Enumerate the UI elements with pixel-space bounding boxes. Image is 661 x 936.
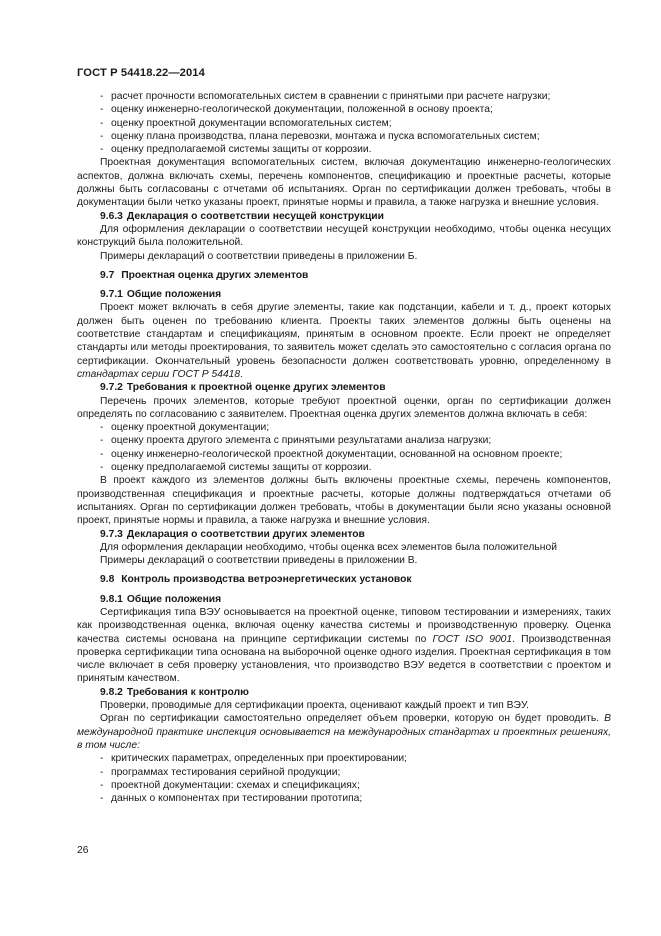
list-item: - оценку плана производства, плана перевозки, монтажа и пуска вспомогательных систем;: [100, 130, 540, 142]
paragraph: Проектная документация вспомогательных систем, включая документацию инженерно-геологических аспектов, должна включать схемы, перечень компонентов, спецификацию и проектные расчеты, которые должны быть согласованы с отчетами об испытаниях. Орган по сертификации должен требовать, чтобы в документации были четко указаны проект, принятые нормы и правила, а также нагрузка и внешние условия.: [77, 157, 611, 209]
list-item: - программах тестирования серийной продукции;: [100, 766, 341, 778]
list-item: - расчет прочности вспомогательных систем в сравнении с принятыми при расчете нагрузки;: [100, 91, 551, 102]
paragraph: Сертификация типа ВЭУ основывается на проектной оценке, типовом тестировании и измерениях, таких как производственная оценка, включая оценку качества системы и производственную проверку. Оценка качества системы основана на принципе сертификации системы по ГОСТ ISO 9001. Производственная проверка сертификации типа основана на выборочной оценке одного изделия. Проектная сертификация в том числе включает в себя проверку установления, что производство ВЭУ ведется в соответствии с проектом и принятым качеством.: [77, 606, 611, 685]
list-item: - проектной документации: схемах и спецификациях;: [100, 779, 360, 791]
section-heading-9-6-3: 9.6.3 Декларация о соответствии несущей конструкции: [100, 210, 384, 222]
section-heading-9-7-2: 9.7.2 Требования к проектной оценке других элементов: [100, 382, 386, 394]
paragraph: Для оформления декларации о соответствии несущей конструкции необходимо, чтобы оценка несущих конструкций была положительной.: [77, 223, 611, 249]
document-body: [77, 90, 611, 805]
list-item: - критических параметрах, определенных при проектировании;: [100, 753, 407, 765]
section-heading-9-7: 9.7 Проектная оценка других элементов: [100, 269, 309, 281]
list-item: - оценку предполагаемой системы защиты от коррозии.: [100, 144, 372, 156]
list-item: - оценку инженерно-геологической проектной документации, основанной на основном проекте;: [100, 448, 563, 460]
list-item: - оценку проектной документации вспомогательных систем;: [100, 117, 392, 129]
section-heading-9-8: 9.8 Контроль производства ветроэнергетических установок: [100, 574, 412, 586]
section-heading-9-7-3: 9.7.3 Декларация о соответствии других элементов: [100, 528, 365, 540]
paragraph: Проверки, проводимые для сертификации проекта, оценивают каждый проект и тип ВЭУ.: [100, 700, 529, 712]
section-heading-9-7-1: 9.7.1 Общие положения: [100, 289, 222, 301]
paragraph: Перечень прочих элементов, которые требуют проектной оценки, орган по сертификации должен определять по согласованию с заявителем. Проектная оценка других элементов должна включать в себя:: [77, 395, 611, 420]
list-item: - оценку предполагаемой системы защиты от коррозии.: [100, 462, 372, 474]
list-item: - оценку проекта другого элемента с принятыми результатами анализа нагрузки;: [100, 435, 492, 447]
section-heading-9-8-1: 9.8.1 Общие положения: [100, 593, 222, 605]
paragraph: Орган по сертификации самостоятельно определяет объем проверки, которую он будет проводить. В международной практике инспекция основывается на международных стандартах и проектных решениях, в том числе:: [77, 713, 611, 751]
list-item: - оценку инженерно-геологической документации, положенной в основу проекта;: [100, 104, 493, 116]
paragraph: Для оформления декларации необходимо, чтобы оценка всех элементов была положительной: [100, 541, 557, 553]
list-item: - оценку проектной документации;: [100, 422, 270, 434]
page-number: 26: [77, 845, 89, 856]
section-heading-9-8-2: 9.8.2 Требования к контролю: [100, 686, 249, 698]
paragraph: Примеры деклараций о соответствии приведены в приложении В.: [100, 555, 418, 567]
list-item: - данных о компонентах при тестировании прототипа;: [100, 793, 363, 805]
paragraph: Примеры деклараций о соответствии приведены в приложении Б.: [100, 250, 418, 262]
paragraph: В проект каждого из элементов должны быть включены проектные схемы, перечень компонентов, производственная спецификация и проектные расчеты, которые должны подтверждаться отчетами об испытаниях. Орган по сертификации должен требовать, чтобы в документации были ясно указаны основной проект, принятые нормы и правила, а также нагрузка и внешние условия.: [77, 475, 611, 527]
document-header: ГОСТ Р 54418.22—2014: [77, 67, 205, 79]
paragraph: Проект может включать в себя другие элементы, такие как подстанции, кабели и т. д., проект которых должен быть оценен по требованию клиента. Проекты таких элементов должны быть оценены на соответствие стандартам и спецификациям, принятым в основном проекте. Если проект не определяет стандарты или методы проектирования, то заявитель может сделать это самостоятельно с согласия органа по сертификации. Окончательный уровень безопасности должен соответствовать уровню, определенному в стандартах серии ГОСТ Р 54418.: [77, 302, 611, 380]
